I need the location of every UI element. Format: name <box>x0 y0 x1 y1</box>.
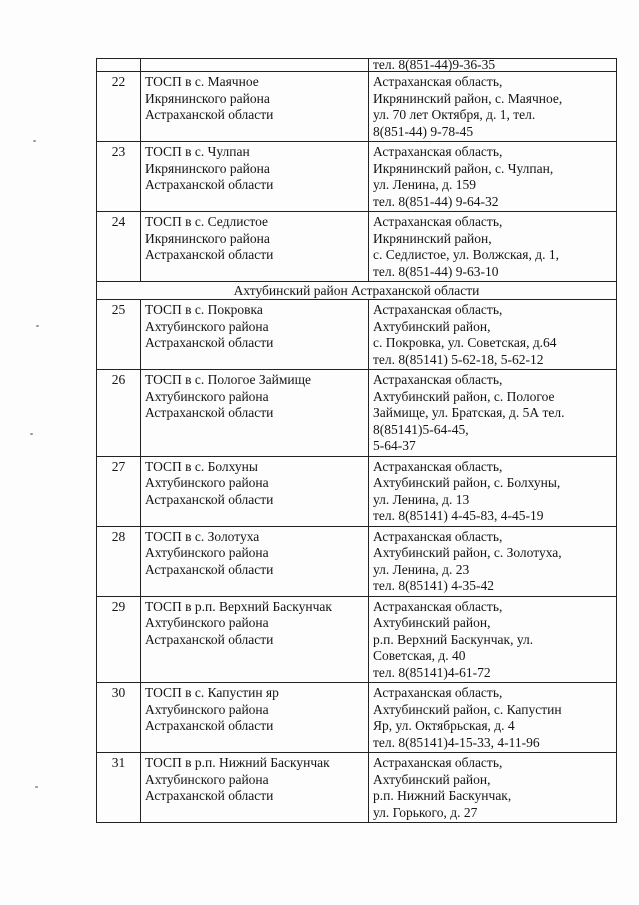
address-line: ул. Ленина, д. 159 <box>373 177 476 192</box>
address-line: тел. 8(85141) 4-35-42 <box>373 578 494 593</box>
office-name-line: Ахтубинского района <box>145 701 269 717</box>
address-line: Ахтубинский район, <box>373 615 491 630</box>
address-cell <box>369 300 617 370</box>
office-name-line: Икрянинского района <box>145 230 270 246</box>
table-row <box>97 526 617 596</box>
address-line: Советская, д. 40 <box>373 648 466 663</box>
row-number: 27 <box>97 456 141 526</box>
office-name-cell <box>141 142 369 212</box>
office-name-line: Ахтубинского района <box>145 388 269 404</box>
address-cell <box>369 72 617 142</box>
table-row <box>97 212 617 282</box>
scan-speck <box>30 433 33 435</box>
address-line: тел. 8(85141) 5-62-18, 5-62-12 <box>373 351 544 367</box>
office-name-line: Астраханской области <box>145 177 274 192</box>
office-name-line: Астраханской области <box>145 247 274 262</box>
address-line: тел. 8(85141) 4-45-83, 4-45-19 <box>373 508 544 523</box>
table-row <box>97 596 617 683</box>
address-line: ул. Ленина, д. 23 <box>373 561 470 577</box>
row-number: 26 <box>97 370 141 457</box>
office-name-line: ТОСП в с. Маячное <box>145 74 259 89</box>
address-line: с. Покровка, ул. Советская, д.64 <box>373 335 557 350</box>
address-cell <box>369 212 617 282</box>
office-name-cell <box>141 370 369 457</box>
table-row <box>97 142 617 212</box>
address-line: Ахтубинский район, <box>373 318 491 334</box>
office-name-line: Астраханской области <box>145 335 274 350</box>
address-line: Астраханская область, <box>373 755 503 770</box>
office-name-line: Астраханской области <box>145 718 274 733</box>
table-body-ikryaninsky <box>97 59 617 282</box>
office-name-line: ТОСП в с. Пологое Займище <box>145 372 312 387</box>
address-line: Астраханская область, <box>373 74 503 89</box>
office-name-line: Икрянинского района <box>145 90 270 106</box>
table-row-continued <box>97 59 617 72</box>
address-cell <box>369 456 617 526</box>
address-line: Астраханская область, <box>373 685 503 700</box>
row-number: 22 <box>97 72 141 142</box>
row-number: 30 <box>97 683 141 753</box>
office-name-line: ТОСП в с. Чулпан <box>145 144 250 159</box>
office-name-line: ТОСП в р.п. Нижний Баскунчак <box>145 755 330 770</box>
address-line: 8(85141)5-64-45, <box>373 421 469 437</box>
scan-speck <box>36 325 39 327</box>
row-number: 29 <box>97 596 141 683</box>
section-heading: Ахтубинский район Астраханской области <box>97 282 617 300</box>
address-line: Икрянинский район, с. Маячное, <box>373 90 563 106</box>
address-line: 5-64-37 <box>373 438 416 453</box>
office-name-line: ТОСП в с. Капустин яр <box>145 685 279 700</box>
address-line: тел. 8(85141)4-61-72 <box>373 664 491 680</box>
office-name-line: Ахтубинского района <box>145 318 269 334</box>
table-row <box>97 683 617 753</box>
office-name-line: ТОСП в с. Седлистое <box>145 214 269 229</box>
address-line: Займище, ул. Братская, д. 5А тел. <box>373 405 565 420</box>
office-name-line: ТОСП в с. Покровка <box>145 302 263 317</box>
section-row <box>97 282 617 300</box>
office-name-cell <box>141 212 369 282</box>
address-line: ул. Горького, д. 27 <box>373 804 478 820</box>
office-name-cell <box>141 596 369 683</box>
name-cell <box>141 59 369 72</box>
address-line: р.п. Верхний Баскунчак, ул. <box>373 631 534 647</box>
table-row <box>97 753 617 823</box>
address-line: с. Седлистое, ул. Волжская, д. 1, <box>373 247 560 262</box>
address-cell <box>369 526 617 596</box>
office-name-line: Астраханской области <box>145 788 274 803</box>
scan-speck <box>35 786 38 788</box>
office-name-cell <box>141 300 369 370</box>
table-body-akhtubinsky <box>97 300 617 823</box>
address-cell <box>369 683 617 753</box>
office-name-cell <box>141 526 369 596</box>
address-line: Ахтубинский район, с. Золотуха, <box>373 545 562 560</box>
row-number: 25 <box>97 300 141 370</box>
address-line: Астраханская область, <box>373 372 503 387</box>
table-row <box>97 300 617 370</box>
office-name-line: Ахтубинского района <box>145 475 269 490</box>
office-name-line: Астраханской области <box>145 631 274 647</box>
address-line: тел. 8(851-44)9-36-35 <box>373 57 496 72</box>
office-name-line: Ахтубинского района <box>145 771 269 787</box>
address-cell <box>369 59 617 72</box>
address-line: Астраханская область, <box>373 458 503 474</box>
address-cell <box>369 370 617 457</box>
address-line: Ахтубинский район, <box>373 771 491 787</box>
address-line: Ахтубинский район, с. Капустин <box>373 701 562 717</box>
office-name-line: Ахтубинского района <box>145 615 269 630</box>
office-name-line: ТОСП в с. Болхуны <box>145 458 258 474</box>
address-line: Астраханская область, <box>373 528 503 544</box>
address-line: Ахтубинский район, с. Болхуны, <box>373 475 561 490</box>
section-body <box>97 282 617 300</box>
address-line: 8(851-44) 9-78-45 <box>373 123 474 139</box>
office-name-cell <box>141 753 369 823</box>
office-name-line: Ахтубинского района <box>145 545 269 560</box>
address-line: Астраханская область, <box>373 598 503 614</box>
office-name-line: Икрянинского района <box>145 160 270 176</box>
scan-speck <box>33 140 36 142</box>
office-name-line: ТОСП в р.п. Верхний Баскунчак <box>145 598 332 614</box>
address-line: Икрянинский район, с. Чулпан, <box>373 160 554 176</box>
office-name-line: ТОСП в с. Золотуха <box>145 528 260 544</box>
address-line: Яр, ул. Октябрьская, д. 4 <box>373 718 515 733</box>
office-name-line: Астраханской области <box>145 561 274 577</box>
office-name-cell <box>141 456 369 526</box>
table-row <box>97 72 617 142</box>
address-line: Ахтубинский район, с. Пологое <box>373 388 555 404</box>
table-row <box>97 370 617 457</box>
offices-table <box>96 58 617 823</box>
address-line: Икрянинский район, <box>373 230 492 246</box>
address-line: тел. 8(851-44) 9-63-10 <box>373 263 499 279</box>
address-line: тел. 8(851-44) 9-64-32 <box>373 193 499 209</box>
row-number: 24 <box>97 212 141 282</box>
address-cell <box>369 142 617 212</box>
address-line: ул. Ленина, д. 13 <box>373 491 470 507</box>
office-name-line: Астраханской области <box>145 405 274 420</box>
address-line: Астраханская область, <box>373 144 503 159</box>
office-name-line: Астраханской области <box>145 107 274 122</box>
address-line: тел. 8(85141)4-15-33, 4-11-96 <box>373 734 540 750</box>
row-number: 23 <box>97 142 141 212</box>
address-cell <box>369 596 617 683</box>
office-name-cell <box>141 683 369 753</box>
address-cell <box>369 753 617 823</box>
row-number: 31 <box>97 753 141 823</box>
office-name-line: Астраханской области <box>145 491 274 507</box>
table-row <box>97 456 617 526</box>
office-name-cell <box>141 72 369 142</box>
address-line: р.п. Нижний Баскунчак, <box>373 788 512 803</box>
row-number: 28 <box>97 526 141 596</box>
address-line: Астраханская область, <box>373 214 503 229</box>
address-line: Астраханская область, <box>373 302 503 317</box>
address-line: ул. 70 лет Октября, д. 1, тел. <box>373 107 536 122</box>
num-cell <box>97 59 141 72</box>
